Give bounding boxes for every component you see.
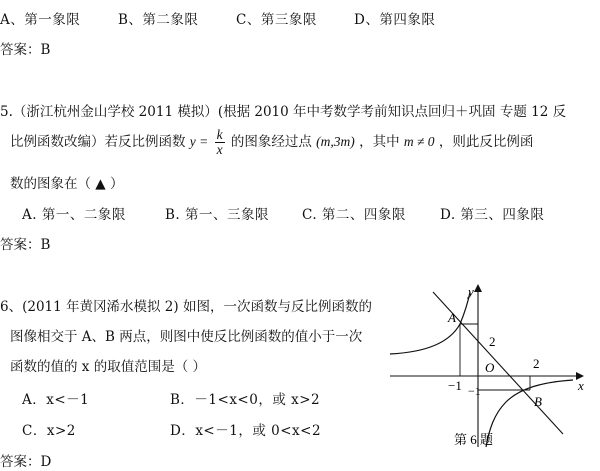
- q5-line-2-text-a: 比例函数改编）若反比例函数: [10, 134, 186, 150]
- q5-line-3: 数的图象在（ ▲ ）: [10, 176, 124, 192]
- label-b: B: [534, 394, 542, 409]
- tick-neg1-x: −1: [448, 378, 462, 393]
- q6-option-b: B．－1<x<0，或 x>2: [170, 392, 321, 408]
- q4-option-a: A、第一象限: [0, 12, 81, 28]
- q5-option-b: B. 第一、三象限: [165, 207, 270, 223]
- q5-fraction-denominator: x: [216, 142, 223, 157]
- q4-option-c: C、第三象限: [236, 12, 317, 28]
- q4-option-d: D、第四象限: [354, 12, 436, 28]
- label-y: y: [468, 284, 474, 299]
- q5-condition: m ≠ 0: [403, 134, 435, 149]
- q6-option-c: C．x>2: [22, 423, 76, 439]
- q5-line-2-text-b: 的图象经过点: [230, 134, 312, 150]
- q6-answer: 答案：D: [0, 454, 52, 470]
- tick-2-y: 2: [489, 334, 496, 349]
- q5-line-2-text-d: ，则此反比例函: [438, 134, 534, 150]
- tick-2-x: 2: [533, 356, 540, 371]
- q6-line-1: 6、(2011 年黄冈浠水模拟 2) 如图，一次函数与反比例函数的: [0, 299, 372, 315]
- tick-neg1-y: −1: [468, 384, 481, 398]
- y-axis-arrow-icon: [474, 284, 482, 292]
- q5-line-1: 5.（浙江杭州金山学校 2011 模拟）(根据 2010 年中考数学考前知识点回归＋巩固 专题 12 反: [0, 104, 567, 120]
- q4-answer: 答案：B: [0, 42, 51, 58]
- q6-line-2: 图像相交于 A、B 两点，则图中使反比例函数的值小于一次: [10, 329, 363, 345]
- q5-line-2: [10, 128, 533, 157]
- label-o: O: [485, 360, 495, 375]
- q5-fraction-numerator: k: [216, 127, 223, 142]
- q5-point: (m,3m): [316, 134, 355, 149]
- q5-option-a: A. 第一、二象限: [22, 207, 126, 223]
- hyperbola-branch-upper: [390, 292, 470, 354]
- q5-fraction: [215, 128, 225, 157]
- q5-option-c: C. 第二、四象限: [302, 207, 406, 223]
- label-a: A: [448, 310, 456, 325]
- q6-option-a: A．x<－1: [22, 392, 90, 408]
- q6-line-3: 函数的值的 x 的取值范围是（ ）: [10, 359, 206, 375]
- q5-option-d: D. 第三、四象限: [440, 207, 545, 223]
- q4-option-b: B、第二象限: [118, 12, 199, 28]
- label-x: x: [578, 378, 584, 393]
- q6-figure: [388, 282, 593, 452]
- q6-option-d: D．x<－1，或 0<x<2: [170, 423, 322, 439]
- figure-caption: 第 6 题: [454, 432, 494, 447]
- q5-function-y: y =: [189, 134, 209, 149]
- q5-line-2-text-c: ，其中: [359, 134, 400, 150]
- q5-answer: 答案：B: [0, 237, 51, 253]
